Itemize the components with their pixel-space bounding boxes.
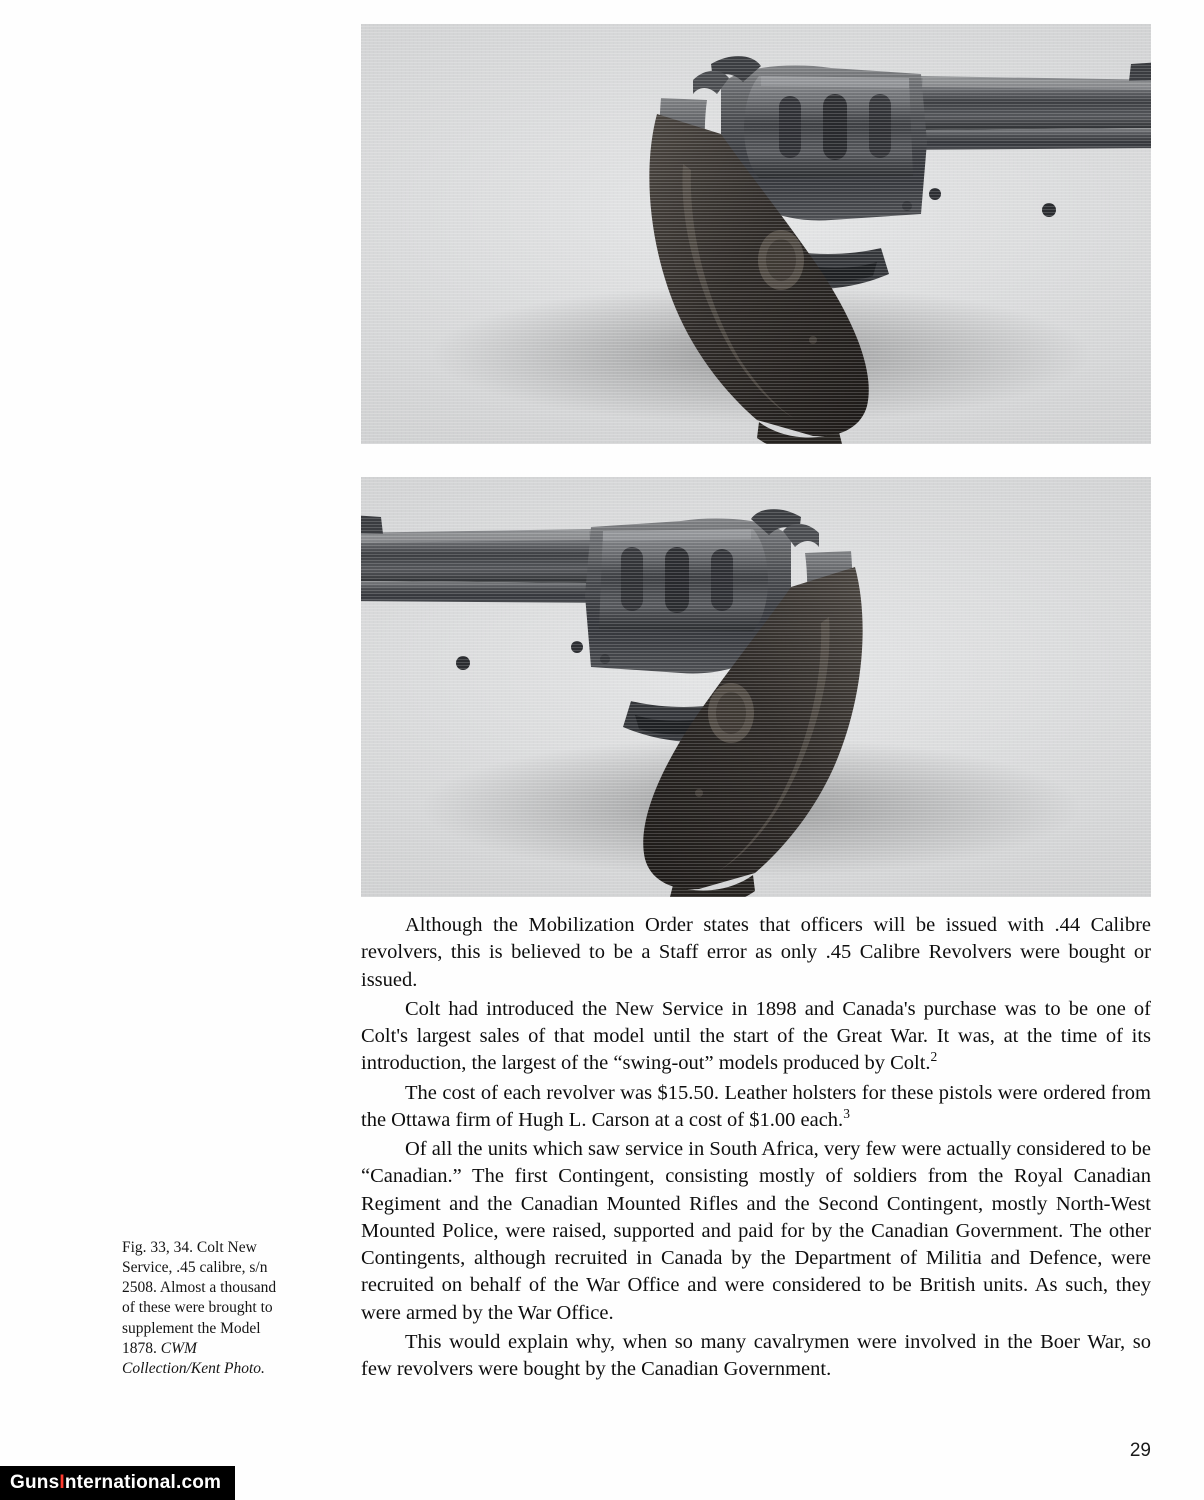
caption-line-1: Fig. 33, 34. Colt New xyxy=(122,1239,257,1256)
caption-line-4: of these were brought to xyxy=(122,1299,273,1317)
figure-33-colt-new-service-right xyxy=(361,24,1151,444)
watermark-prefix: Guns xyxy=(10,1472,60,1493)
figure-34-colt-new-service-left xyxy=(361,477,1151,897)
paragraph-1: Although the Mobilization Order states that officers will be issued with .44 Calibre revolvers, this is believed to be a Staff error as only .45 Calibre Revolvers were bought or issued. xyxy=(361,914,1151,991)
paragraph-3-text: The cost of each revolver was $15.50. Leather holsters for these pistols were ordered from the Ottawa firm of Hugh L. Carson at a cost of $1.00 each. xyxy=(361,1081,1151,1131)
site-watermark xyxy=(0,1466,235,1500)
caption-line-6: 1878. xyxy=(122,1339,161,1357)
figure-caption xyxy=(122,1238,318,1379)
footnote-marker-2: 2 xyxy=(930,1049,938,1065)
body-text xyxy=(361,912,1151,1383)
caption-line-5: supplement the Model xyxy=(122,1319,261,1337)
caption-credit-photo: Collection/Kent Photo. xyxy=(122,1359,265,1377)
caption-credit-collection: CWM xyxy=(160,1339,197,1357)
caption-line-2: Service, .45 calibre, s/n xyxy=(122,1259,268,1277)
paragraph-4: Of all the units which saw service in South Africa, very few were actually considered to be “Canadian.” The first Contingent, consisting mostly of soldiers from the Royal Canadian Regiment and the Canadian Mounted Rifles and the Second Contingent, mostly North-West Mounted Police, were raised, supported and paid for by the Canadian Government. The other Contingents, although recruited in Canada by the Department of Militia and Defence, were recruited on behalf of the War Office and were considered to be British units. As such, they were armed by the War Office. xyxy=(361,1138,1151,1324)
paragraph-2-text: Colt had introduced the New Service in 1898 and Canada's purchase was to be one of Colt's largest sales of that model until the start of the Great War. It was, at the time of its introduction, the largest of the “swing-out” models produced by Colt. xyxy=(361,997,1151,1075)
paragraph-5: This would explain why, when so many cavalrymen were involved in the Boer War, so few revolvers were bought by the Canadian Government. xyxy=(361,1330,1151,1380)
paragraph-3 xyxy=(361,1080,1151,1135)
photo-grain-overlay xyxy=(361,24,1151,444)
photo-grain-overlay xyxy=(361,477,1151,897)
footnote-marker-3: 3 xyxy=(843,1105,850,1121)
page-number: 29 xyxy=(1129,1440,1151,1461)
paragraph-2 xyxy=(361,996,1151,1078)
watermark-suffix: nternational.com xyxy=(64,1472,222,1493)
caption-line-3: 2508. Almost a thousand xyxy=(122,1279,277,1297)
watermark-accent: I xyxy=(59,1472,65,1493)
